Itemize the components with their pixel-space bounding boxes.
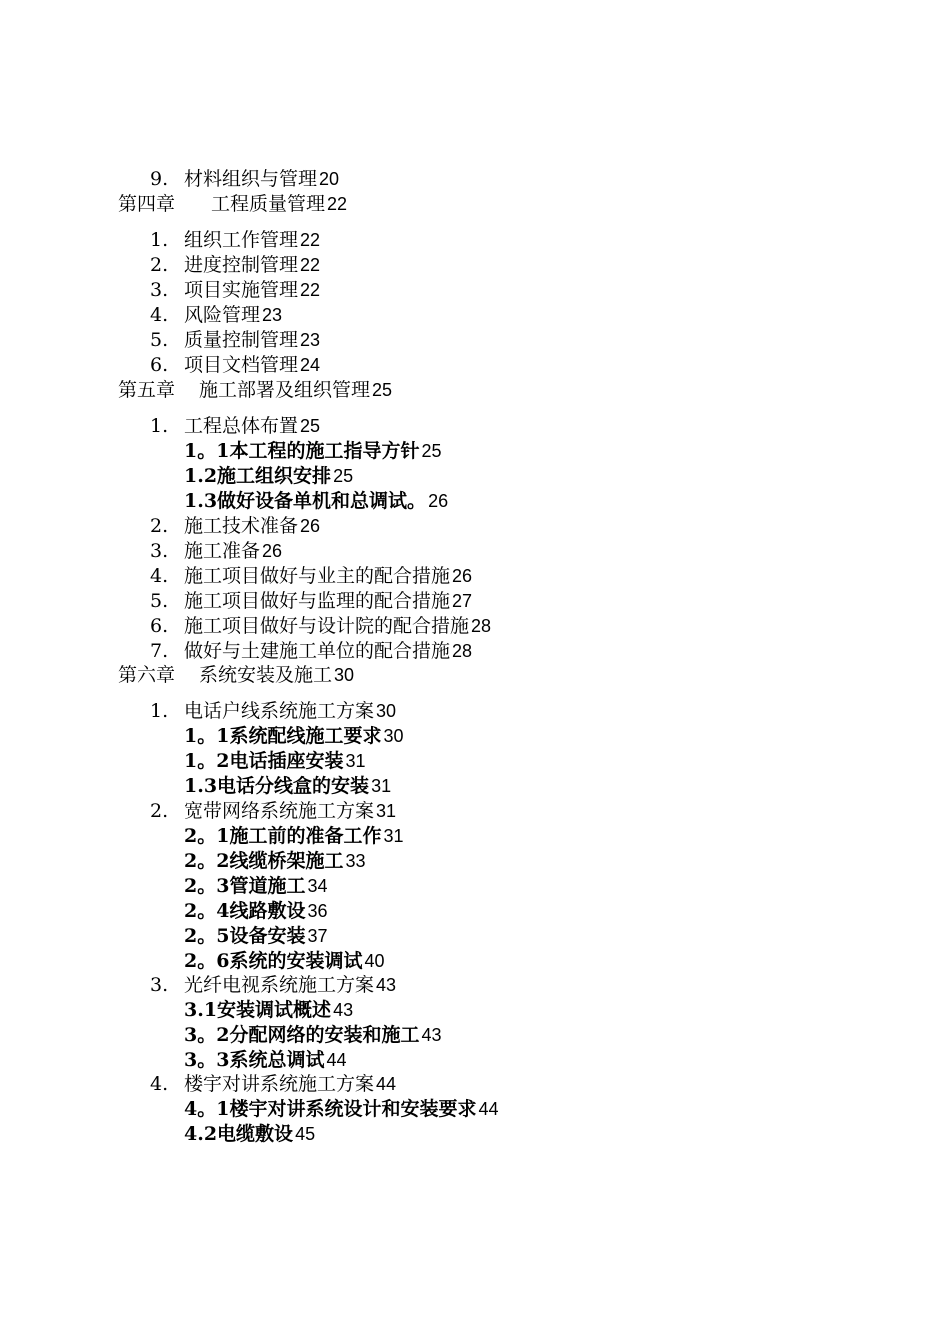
toc-subsection-entry — [184, 999, 353, 1021]
toc-subsection-entry — [184, 725, 403, 747]
toc-section-entry — [150, 640, 472, 662]
toc-entry-title: 系统安装及施工 — [199, 664, 333, 686]
toc-entry-page-number: 44 — [326, 1050, 347, 1070]
toc-entry-page-number: 26 — [300, 516, 321, 536]
toc-entry-page-number: 44 — [376, 1074, 397, 1094]
toc-entry-page-number: 43 — [376, 975, 397, 995]
toc-entry-number: 4. — [150, 1073, 169, 1095]
toc-subsection-entry — [184, 875, 327, 897]
toc-chapter-entry — [118, 379, 392, 401]
toc-entry-title: 施工项目做好与设计院的配合措施 — [184, 615, 470, 637]
toc-entry-title: 2。2线缆桥架施工 — [184, 850, 344, 872]
toc-section-entry — [150, 329, 320, 351]
toc-entry-title: 施工技术准备 — [184, 515, 299, 537]
toc-entry-number: 3. — [150, 540, 169, 562]
toc-section-entry — [150, 279, 320, 301]
toc-entry-page-number: 24 — [300, 355, 321, 375]
toc-entry-page-number: 27 — [452, 591, 473, 611]
toc-entry-title: 电话户线系统施工方案 — [184, 700, 375, 722]
toc-entry-number: 1. — [150, 700, 169, 722]
toc-entry-number: 4. — [150, 565, 169, 587]
toc-entry-title: 3。3系统总调试 — [184, 1049, 325, 1071]
toc-entry-title: 施工准备 — [184, 540, 261, 562]
toc-entry-page-number: 22 — [300, 280, 321, 300]
toc-section-entry — [150, 1073, 396, 1095]
toc-entry-title: 2。4线路敷设 — [184, 900, 306, 922]
toc-section-entry — [150, 515, 320, 537]
toc-entry-number: 2. — [150, 515, 169, 537]
toc-entry-page-number: 28 — [471, 616, 492, 636]
toc-subsection-entry — [184, 490, 448, 512]
toc-chapter-entry — [118, 664, 354, 686]
toc-entry-page-number: 25 — [372, 380, 393, 400]
toc-entry-page-number: 25 — [421, 441, 442, 461]
toc-entry-number: 9. — [150, 168, 169, 190]
toc-entry-number: 3. — [150, 279, 169, 301]
toc-entry-page-number: 26 — [262, 541, 283, 561]
toc-entry-number: 1. — [150, 229, 169, 251]
toc-entry-title: 1.2施工组织安排 — [184, 465, 332, 487]
toc-entry-title: 施工项目做好与业主的配合措施 — [184, 565, 451, 587]
toc-entry-page-number: 30 — [383, 726, 404, 746]
toc-entry-page-number: 22 — [300, 255, 321, 275]
toc-subsection-entry — [184, 775, 391, 797]
toc-entry-page-number: 34 — [307, 876, 328, 896]
toc-section-entry — [150, 168, 339, 190]
toc-entry-title: 项目文档管理 — [184, 354, 299, 376]
toc-subsection-entry — [184, 750, 365, 772]
toc-entry-page-number: 26 — [452, 566, 473, 586]
toc-entry-title: 进度控制管理 — [184, 254, 299, 276]
toc-entry-page-number: 36 — [307, 901, 328, 921]
toc-entry-title: 1。1系统配线施工要求 — [184, 725, 382, 747]
toc-entry-page-number: 25 — [300, 416, 321, 436]
toc-entry-title: 风险管理 — [184, 304, 261, 326]
toc-entry-title: 3。2分配网络的安装和施工 — [184, 1024, 420, 1046]
toc-entry-title: 宽带网络系统施工方案 — [184, 800, 375, 822]
toc-entry-number: 4. — [150, 304, 169, 326]
toc-entry-title: 4.2电缆敷设 — [184, 1123, 294, 1145]
toc-entry-title: 工程总体布置 — [184, 415, 299, 437]
toc-entry-title: 2。1施工前的准备工作 — [184, 825, 382, 847]
toc-entry-page-number: 31 — [345, 751, 366, 771]
toc-subsection-entry — [184, 850, 365, 872]
toc-entry-page-number: 31 — [383, 826, 404, 846]
toc-entry-title: 做好与土建施工单位的配合措施 — [184, 640, 451, 662]
toc-subsection-entry — [184, 1098, 498, 1120]
toc-entry-page-number: 28 — [452, 641, 473, 661]
toc-entry-page-number: 37 — [307, 926, 328, 946]
toc-entry-page-number: 30 — [334, 665, 355, 685]
toc-entry-page-number: 31 — [371, 776, 392, 796]
toc-entry-page-number: 20 — [319, 169, 340, 189]
toc-entry-number: 3. — [150, 974, 169, 996]
toc-entry-page-number: 25 — [333, 466, 354, 486]
toc-entry-number: 6. — [150, 354, 169, 376]
toc-section-entry — [150, 354, 320, 376]
toc-subsection-entry — [184, 925, 327, 947]
toc-entry-title: 1.3电话分线盒的安装 — [184, 775, 370, 797]
toc-subsection-entry — [184, 440, 441, 462]
toc-entry-title: 1。1本工程的施工指导方针 — [184, 440, 420, 462]
toc-entry-page-number: 45 — [295, 1124, 316, 1144]
toc-entry-number: 6. — [150, 615, 169, 637]
toc-entry-page-number: 43 — [333, 1000, 354, 1020]
toc-entry-page-number: 23 — [300, 330, 321, 350]
toc-entry-page-number: 40 — [364, 951, 385, 971]
toc-entry-number: 1. — [150, 415, 169, 437]
toc-entry-number: 7. — [150, 640, 169, 662]
toc-section-entry — [150, 304, 282, 326]
toc-entry-title: 4。1楼宇对讲系统设计和安装要求 — [184, 1098, 477, 1120]
toc-entry-title: 1.3做好设备单机和总调试。 — [184, 490, 427, 512]
toc-section-entry — [150, 229, 320, 251]
toc-entry-page-number: 30 — [376, 701, 397, 721]
toc-entry-title: 楼宇对讲系统施工方案 — [184, 1073, 375, 1095]
toc-subsection-entry — [184, 900, 327, 922]
toc-entry-number: 2. — [150, 254, 169, 276]
toc-entry-title: 项目实施管理 — [184, 279, 299, 301]
toc-section-entry — [150, 415, 320, 437]
toc-subsection-entry — [184, 950, 384, 972]
toc-section-entry — [150, 540, 282, 562]
toc-entry-page-number: 22 — [300, 230, 321, 250]
toc-entry-title: 2。3管道施工 — [184, 875, 306, 897]
toc-entry-title: 2。5设备安装 — [184, 925, 306, 947]
toc-entry-title: 组织工作管理 — [184, 229, 299, 251]
toc-section-entry — [150, 700, 396, 722]
toc-subsection-entry — [184, 1024, 441, 1046]
toc-entry-title: 3.1安装调试概述 — [184, 999, 332, 1021]
toc-entry-page-number: 23 — [262, 305, 283, 325]
toc-subsection-entry — [184, 1123, 315, 1145]
toc-section-entry — [150, 800, 396, 822]
toc-entry-page-number: 26 — [428, 491, 449, 511]
toc-entry-title: 施工部署及组织管理 — [199, 379, 371, 401]
toc-section-entry — [150, 974, 396, 996]
toc-entry-number: 2. — [150, 800, 169, 822]
toc-section-entry — [150, 615, 491, 637]
toc-entry-title: 质量控制管理 — [184, 329, 299, 351]
toc-entry-number: 5. — [150, 590, 169, 612]
toc-entry-number: 第五章 — [118, 379, 176, 401]
toc-entry-title: 2。6系统的安装调试 — [184, 950, 363, 972]
toc-entry-title: 材料组织与管理 — [184, 168, 318, 190]
toc-entry-number: 第四章 — [118, 193, 176, 215]
toc-entry-title: 光纤电视系统施工方案 — [184, 974, 375, 996]
toc-chapter-entry — [118, 193, 347, 215]
toc-entry-title: 施工项目做好与监理的配合措施 — [184, 590, 451, 612]
toc-entry-page-number: 31 — [376, 801, 397, 821]
toc-section-entry — [150, 590, 472, 612]
toc-section-entry — [150, 254, 320, 276]
toc-entry-title: 工程质量管理 — [211, 193, 326, 215]
toc-subsection-entry — [184, 1049, 346, 1071]
toc-entry-page-number: 22 — [327, 194, 348, 214]
toc-entry-number: 5. — [150, 329, 169, 351]
toc-section-entry — [150, 565, 472, 587]
toc-entry-number: 第六章 — [118, 664, 176, 686]
toc-entry-title: 1。2电话插座安装 — [184, 750, 344, 772]
toc-subsection-entry — [184, 825, 403, 847]
toc-entry-page-number: 33 — [345, 851, 366, 871]
toc-entry-page-number: 43 — [421, 1025, 442, 1045]
toc-entry-page-number: 44 — [478, 1099, 499, 1119]
toc-subsection-entry — [184, 465, 353, 487]
